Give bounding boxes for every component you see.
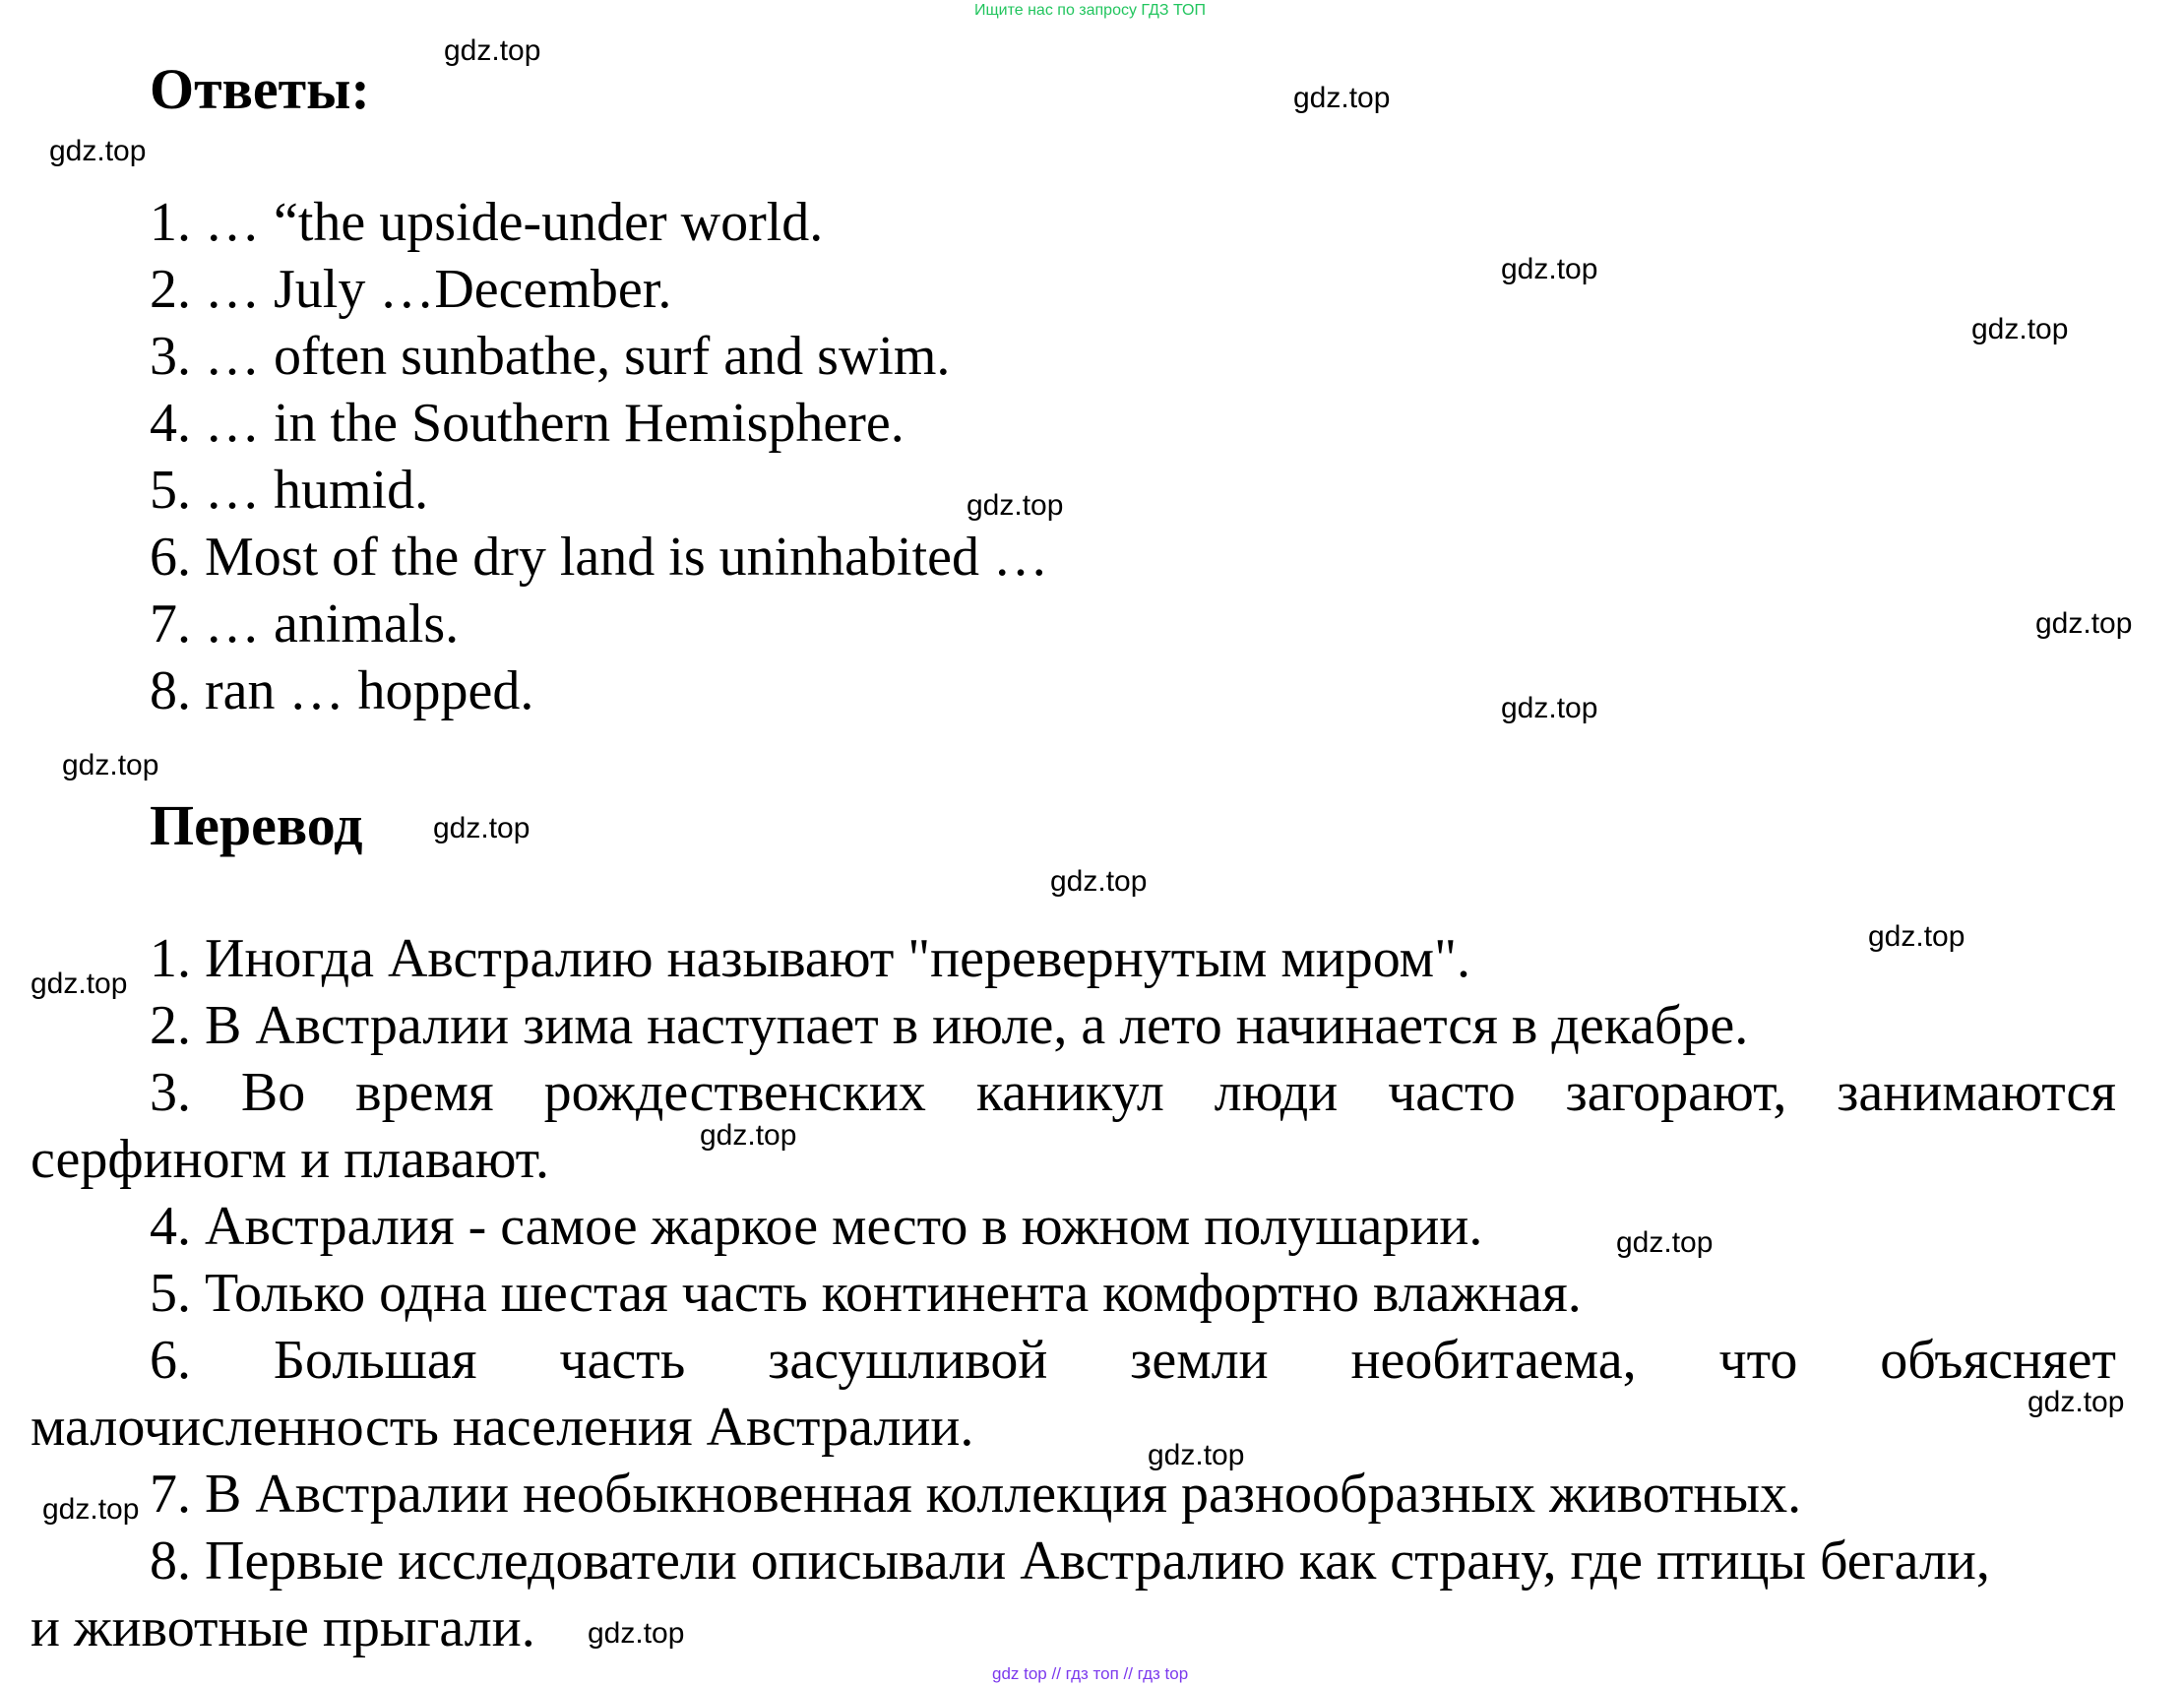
translation-item-1: 1. Иногда Австралию называют "перевернутым миром". (150, 928, 1470, 989)
translation-item-2: 2. В Австралии зима наступает в июле, а лето начинается в декабре. (150, 995, 1749, 1056)
translation-item-5: 5. Только одна шестая часть континента комфортно влажная. (150, 1263, 1582, 1324)
watermark: gdz.top (31, 968, 128, 1000)
watermark: gdz.top (1501, 692, 1598, 724)
watermark: gdz.top (49, 135, 147, 167)
translation-item-4: 4. Австралия - самое жаркое место в южном полушарии. (150, 1196, 1483, 1257)
watermark: gdz.top (1501, 253, 1598, 285)
watermark: gdz.top (1050, 865, 1148, 898)
answer-item-3: 3. … often sunbathe, surf and swim. (150, 326, 951, 387)
promo-link[interactable]: Ищите нас по запросу ГДЗ ТОП (974, 2, 1206, 19)
watermark: gdz.top (1293, 82, 1391, 114)
watermark: gdz.top (1148, 1439, 1245, 1471)
watermark: gdz.top (433, 812, 530, 844)
watermark: gdz.top (1971, 313, 2069, 345)
answer-item-8: 8. ran … hopped. (150, 660, 534, 721)
translation-item-3-line-2: серфиногм и плавают. (31, 1129, 549, 1190)
watermark: gdz.top (2028, 1386, 2125, 1418)
watermark: gdz.top (42, 1493, 140, 1526)
answer-item-7: 7. … animals. (150, 593, 460, 655)
answer-item-1: 1. … “the upside-under world. (150, 192, 824, 253)
translation-item-8-line-2: и животные прыгали. (31, 1597, 535, 1658)
translation-item-3-line-1: 3. Во время рождественских каникул люди часто загорают, занимаются (150, 1062, 2116, 1123)
translation-item-6-line-1: 6. Большая часть засушливой земли необитаема, что объясняет (150, 1330, 2116, 1391)
answer-item-6: 6. Most of the dry land is uninhabited … (150, 527, 1049, 588)
watermark: gdz.top (2035, 607, 2133, 640)
translation-heading: Перевод (150, 793, 363, 857)
footer-links[interactable]: gdz top // гдз топ // гдз top (992, 1664, 1189, 1683)
answer-item-2: 2. … July …December. (150, 259, 672, 320)
translation-item-6-line-2: малочисленность населения Австралии. (31, 1397, 974, 1458)
answer-item-5: 5. … humid. (150, 460, 429, 521)
answer-item-4: 4. … in the Southern Hemisphere. (150, 393, 905, 454)
translation-item-7: 7. В Австралии необыкновенная коллекция разнообразных животных. (150, 1464, 1802, 1525)
watermark: gdz.top (1868, 920, 1966, 953)
watermark: gdz.top (1616, 1226, 1714, 1259)
translation-item-8-line-1: 8. Первые исследователи описывали Австралию как страну, где птицы бегали, (150, 1530, 1990, 1592)
watermark: gdz.top (700, 1119, 797, 1152)
watermark: gdz.top (444, 34, 541, 67)
answers-heading: Ответы: (150, 57, 370, 121)
watermark: gdz.top (588, 1617, 685, 1650)
watermark: gdz.top (62, 749, 159, 781)
watermark: gdz.top (967, 489, 1064, 522)
